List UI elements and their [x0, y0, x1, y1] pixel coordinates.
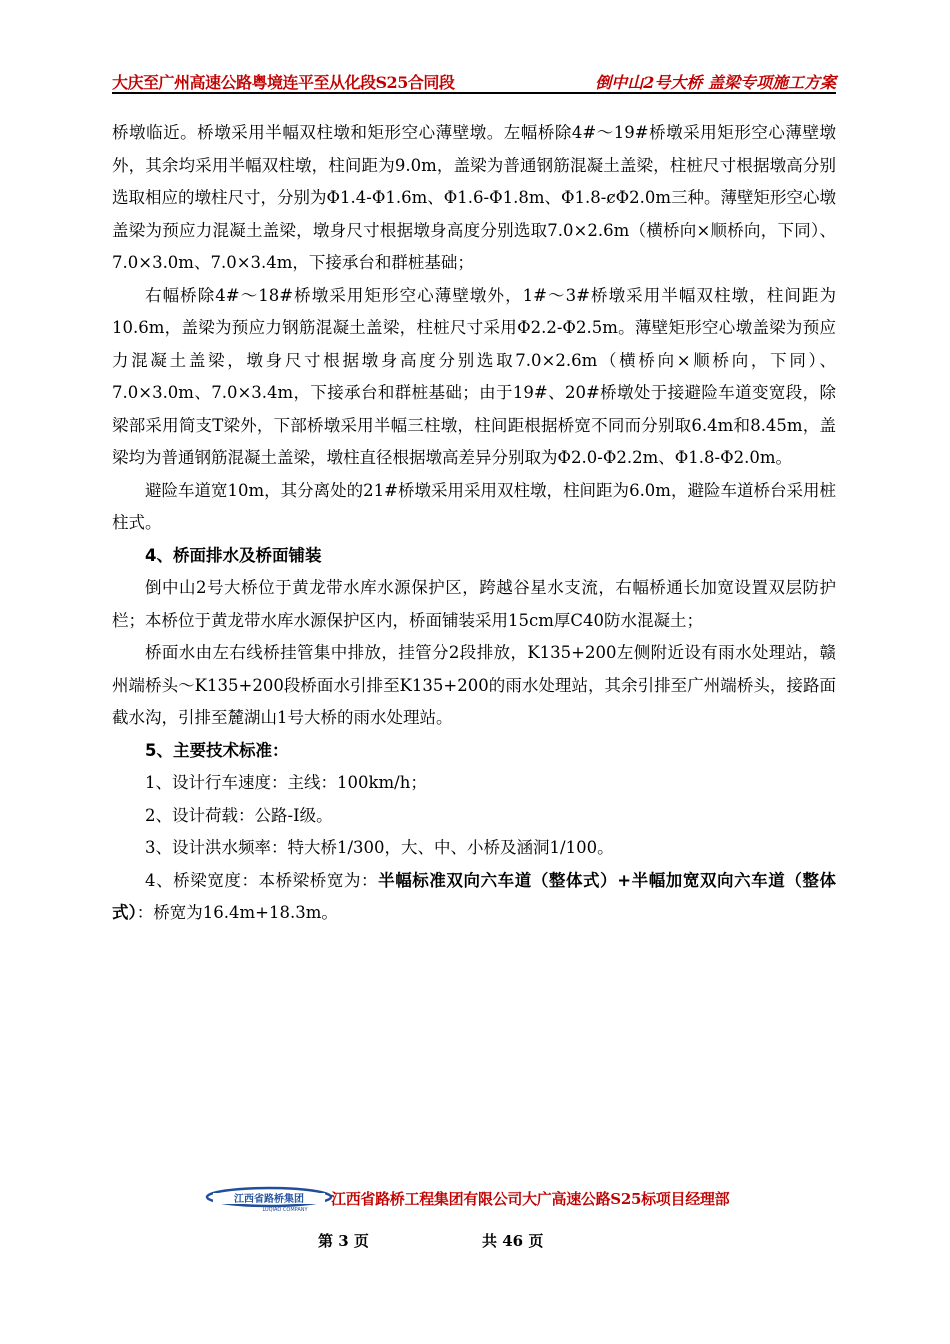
standard-item-width [112, 865, 836, 930]
paragraph-escape-lane: 避险车道宽10m，其分离处的21#桥墩采用采用双柱墩，柱间距为6.0m，避险车道桥台采用桩柱式。 [112, 480, 836, 532]
paragraph-right-bridge-piers: 右幅桥除4#～18#桥墩采用矩形空心薄壁墩外，1#～3#桥墩采用半幅双柱墩，柱间距为10.6m，盖梁为预应力钢筋混凝土盖梁，柱桩尺寸采用Φ2.2-Φ2.5m。薄壁矩形空心墩盖梁为预应力混凝土盖梁，墩身尺寸根据墩身高度分别选取7.0×2.6m（横桥向×顺桥向，下同）、7.0×3.0m、7.0×3.4m，下接承台和群桩基础；由于19#、20#桥墩处于接避险车道变宽段，除梁部采用简支T梁外，下部桥墩采用半幅三柱墩，柱间距根据桥宽不同而分别取6.4m和8.45m，盖梁均为普通钢筋混凝土盖梁，墩柱直径根据墩高差异分别取为Φ2.0-Φ2.2m、Φ1.8-Φ2.0m。 [112, 285, 836, 467]
header-project-title: 大庆至广州高速公路粤境连平至从化段S25合同段 [112, 73, 455, 92]
standard-item-speed: 1、设计行车速度：主线：100km/h； [145, 773, 427, 792]
paragraph-deck-drainage: 桥面水由左右线桥挂管集中排放，挂管分2段排放，K135+200左侧附近设有雨水处理站，赣州端桥头～K135+200段桥面水引排至K135+200的雨水处理站，其余引排至广州端桥头，接路面截水沟，引排至麓湖山1号大桥的雨水处理站。 [112, 643, 836, 727]
width-value: ：桥宽为16.4m+18.3m。 [136, 903, 338, 922]
page-number: 第 3 页 [318, 1232, 369, 1250]
logo-text-en: LUQIAO COMPANY [262, 1207, 308, 1213]
standard-item-load: 2、设计荷载：公路-I级。 [145, 805, 333, 825]
width-lanes: 半幅标准双向六车道（整体式）+半幅加宽双向六车道（整体式） [112, 870, 836, 922]
header-document-title: 倒中山2号大桥 盖梁专项施工方案 [595, 73, 836, 92]
paragraph-left-bridge-piers: 桥墩临近。桥墩采用半幅双柱墩和矩形空心薄壁墩。左幅桥除4#～19#桥墩采用矩形空心薄壁墩外，其余均采用半幅双柱墩，柱间距为9.0m，盖梁为普通钢筋混凝土盖梁，柱桩尺寸根据墩高分别选取相应的墩柱尺寸，分别为Φ1.4-Φ1.6m、Φ1.6-Φ1.8m、Φ1.8-ȼΦ2.0m三种。薄壁矩形空心墩盖梁为预应力混凝土盖梁，墩身尺寸根据墩身高度分别选取7.0×2.6m（横桥向×顺桥向，下同）、7.0×3.0m、7.0×3.4m，下接承台和群桩基础； [112, 123, 837, 272]
section-heading-standards: 5、主要技术标准： [145, 740, 289, 760]
footer-company-name: 江西省路桥工程集团有限公司大广高速公路S25标项目经理部 [331, 1190, 730, 1208]
logo-text-cn: 江西省路桥集团 [234, 1194, 304, 1205]
page-total: 共 46 页 [482, 1232, 544, 1250]
section-heading-drainage: 4、桥面排水及桥面铺装 [145, 545, 322, 565]
standard-item-flood: 3、设计洪水频率：特大桥1/300，大、中、小桥及涵洞1/100。 [145, 838, 614, 857]
width-label: 4、桥梁宽度：本桥梁桥宽为： [145, 870, 379, 890]
company-logo [205, 1184, 333, 1214]
page-header [112, 66, 836, 94]
page-footer [205, 1184, 825, 1214]
document-body [112, 117, 836, 930]
paragraph-deck-paving: 倒中山2号大桥位于黄龙带水库水源保护区，跨越谷星水支流，右幅桥通长加宽设置双层防护栏；本桥位于黄龙带水库水源保护区内，桥面铺装采用15cm厚C40防水混凝土； [112, 578, 836, 630]
